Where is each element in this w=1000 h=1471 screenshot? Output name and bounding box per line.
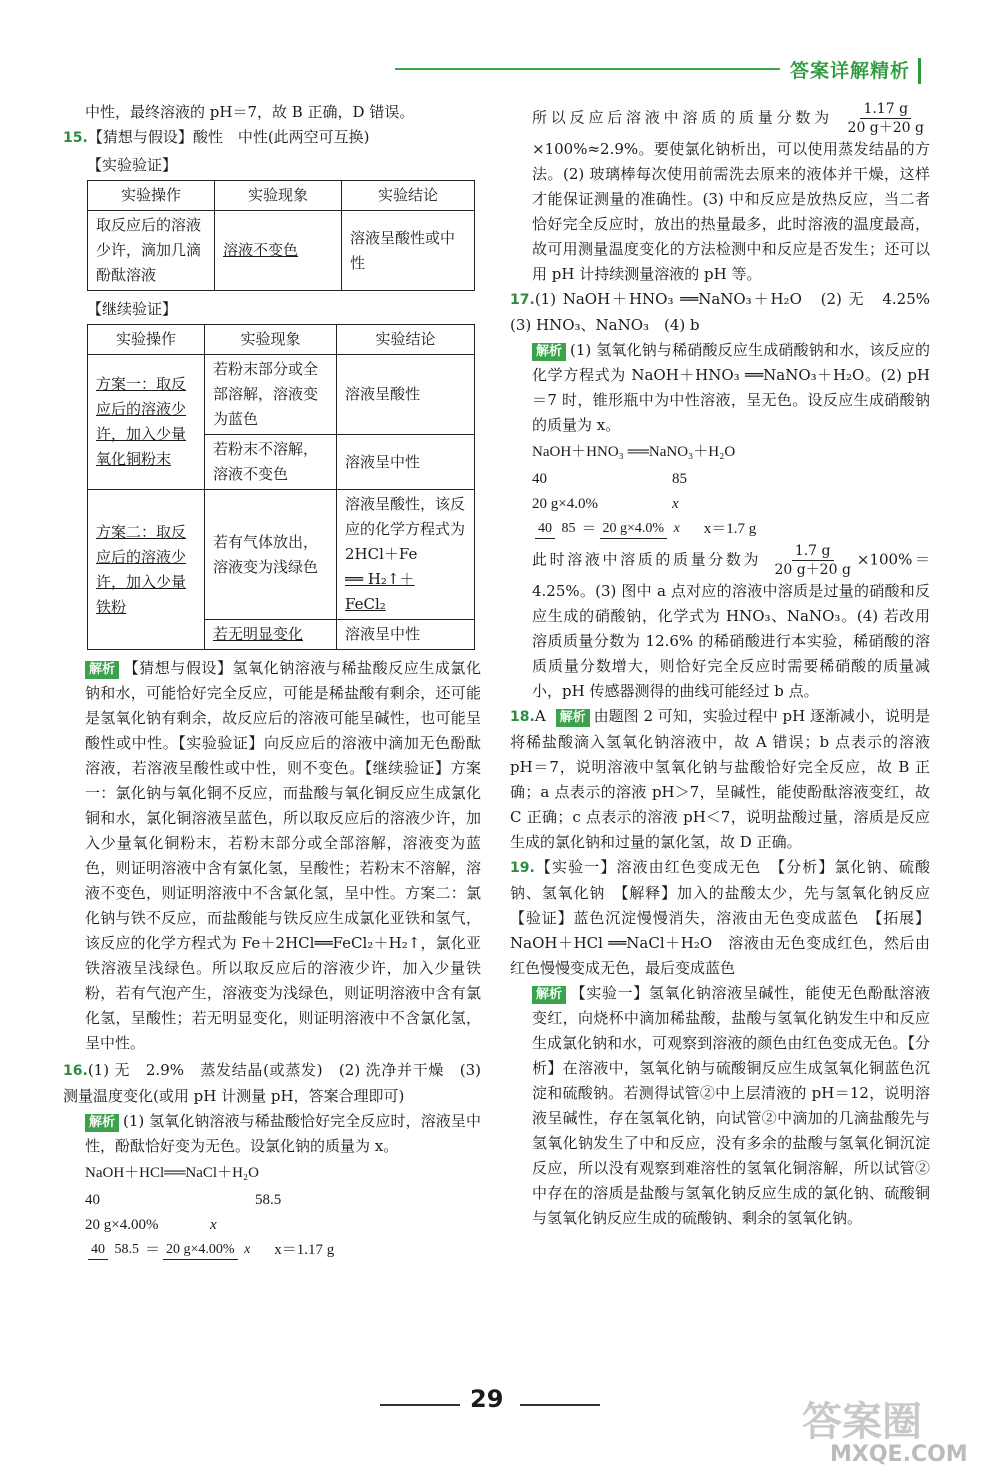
q15-continue-title: 【继续验证】 xyxy=(87,300,178,318)
continuation-text: 所以反应后溶液中溶质的质量分数为 xyxy=(532,108,833,127)
calc-result: x＝1.17 g xyxy=(274,1242,335,1258)
q15-table-continue xyxy=(87,324,475,650)
fraction-numerator: 40 xyxy=(88,1241,108,1260)
fraction-denominator: x xyxy=(244,1242,251,1257)
fraction-denominator: 85 xyxy=(561,521,576,536)
fraction-numerator: 40 xyxy=(535,520,555,539)
page-number: 29 xyxy=(470,1385,504,1413)
q17-answer xyxy=(510,287,946,338)
calc-result: x＝1.7 g xyxy=(703,521,757,537)
fraction-denominator: x xyxy=(673,521,680,536)
table-cell xyxy=(88,490,205,650)
calc-value: 20 g×4.00% xyxy=(85,1217,159,1233)
q16-analysis xyxy=(63,1109,481,1159)
plan-two-text: 方案二：取反应后的溶液少许，加入少量铁粉 xyxy=(96,522,187,616)
fraction xyxy=(535,520,579,539)
q17-after xyxy=(510,542,930,704)
q15-verify-title: 【实验验证】 xyxy=(87,156,178,174)
equation-part: FeCl₂ xyxy=(345,595,386,613)
table-header: 实验现象 xyxy=(215,181,342,211)
table-header: 实验操作 xyxy=(88,325,205,355)
table-cell: 溶液呈中性 xyxy=(337,620,475,650)
q15-table-verify xyxy=(87,180,475,291)
fraction xyxy=(845,100,927,137)
table-cell: 若粉末部分或全部溶解，溶液变为蓝色 xyxy=(205,355,337,435)
left-column xyxy=(63,100,481,1263)
fraction-numerator: 1.7 g xyxy=(792,542,834,561)
analysis-tag: 解析 xyxy=(85,1114,119,1132)
q18-number: 18. xyxy=(510,709,535,725)
analysis-tag: 解析 xyxy=(532,343,566,361)
analysis-text: 【猜想与假设】氢氧化钠溶液与稀盐酸反应生成氯化钠和水，可能恰好完全反应，可能是稀盐酸有剩余，还可能是氢氧化钠有剩余，故反应后的溶液可能呈碱性，也可能呈酸性或中性。【实验验证】向反应后的溶液中滴加无色酚酞溶液，若溶液呈酸性或中性，则不变色。【继续验证】方案一：氯化钠与氧化铜不反应，而盐酸与氧化铜反应生成氯化铜和水，氯化铜溶液呈蓝色，所以取反应后的溶液少许，加入少量氧化铜粉末，若粉末部分或全部溶解，溶液变为蓝色，则证明溶液中含有氯化氢，呈酸性；若粉末不溶解，溶液不变色，则证明溶液中不含氯化氢，呈中性。方案二：氯化钠与铁不反应，而盐酸能与铁反应生成氯化亚铁和氢气，该反应的化学方程式为 Fe＋2HCl══FeCl₂＋H₂↑，氯化亚铁溶液呈浅绿色。所以取反应后的溶液少许，加入少量铁粉，若有气泡产生，溶液变为浅绿色，则证明溶液中含有氯化氢，呈酸性；若无明显变化，则证明溶液中不含氯化氢，呈中性。 xyxy=(85,659,481,1052)
q17-number: 17. xyxy=(510,292,535,308)
calc-value: 40 xyxy=(85,1192,100,1208)
calc-value: 85 xyxy=(672,471,687,487)
q16-given-row xyxy=(85,1213,481,1238)
q15-analysis xyxy=(63,656,481,1056)
table-cell xyxy=(215,211,342,291)
calc-value: x xyxy=(672,496,679,512)
table-cell: 取反应后的溶液少许，滴加几滴酚酞溶液 xyxy=(88,211,215,291)
calc-value: 20 g×4.0% xyxy=(532,496,598,512)
analysis-tag: 解析 xyxy=(556,709,590,727)
fraction-numerator: 1.17 g xyxy=(860,100,911,119)
fraction xyxy=(600,520,683,539)
q15-guess-text: 【猜想与假设】酸性 中性(此两空可互换) xyxy=(87,128,370,146)
analysis-tag: 解析 xyxy=(85,661,119,679)
fraction xyxy=(88,1241,142,1260)
analysis-text: 由题图 2 可知，实验过程中 pH 逐渐减小，说明是将稀盐酸滴入氢氧化钠溶液中，故 A 错误；b 点表示的溶液 pH＝7，说明溶液中氢氧化钠与盐酸恰好完全反应，故 B 正确；a 点表示的溶液 pH＞7，呈碱性，能使酚酞溶液变红，故 C 正确；c 点表示的溶液 pH＜7，说明盐酸过量，溶质是反应生成的氯化钠和过量的氯化氢，故 D 正确。 xyxy=(510,707,930,851)
table-cell: 若有气体放出，溶液变为浅绿色 xyxy=(205,490,337,620)
calc-value: x xyxy=(210,1217,217,1233)
equation-part: ══ H₂↑＋ xyxy=(345,570,415,588)
table-cell: 溶液呈中性 xyxy=(337,435,475,490)
plan-one-text: 方案一：取反应后的溶液少许，加入少量氧化铜粉末 xyxy=(96,375,187,468)
q16-answer xyxy=(63,1058,481,1109)
q16-equation: NaOH＋HCl══NaCl＋H₂O xyxy=(85,1165,259,1181)
watermark-text: 答案圈 xyxy=(802,1399,922,1445)
fraction-denominator: 20 g＋20 g xyxy=(847,120,924,136)
continuation-text: ×100%≈2.9%。要使氯化钠析出，可以使用蒸发结晶的方法。(2) 玻璃棒每次使用前需洗去原来的液体并干燥，这样才能保证测量的准确性。(3) 中和反应是放热反应，当二者恰好完全反应时，放出的热量最多，此时溶液的温度最高，故可用测量温度变化的方法检测中和反应是否发生；还可以用 pH 计持续测量溶液的 pH 等。 xyxy=(532,140,930,283)
table-cell xyxy=(205,620,337,650)
q15-guess xyxy=(63,125,481,151)
q19-analysis xyxy=(510,981,930,1231)
q18-answer xyxy=(510,704,930,855)
table-cell xyxy=(337,490,475,620)
table-header: 实验结论 xyxy=(342,181,475,211)
table-cell xyxy=(88,355,205,490)
table-header: 实验操作 xyxy=(88,181,215,211)
q19-number: 19. xyxy=(510,860,535,876)
q19-answer xyxy=(510,855,946,981)
footer-rule-left xyxy=(380,1404,460,1406)
analysis-text: (1) 氢氧化钠与稀硝酸反应生成硝酸钠和水，该反应的化学方程式为 NaOH＋HNO₃ ══NaNO₃＋H₂O。(2) pH＝7 时，锥形瓶中为中性溶液，呈无色。设反应生成硝酸钠的质量为 x。 xyxy=(532,341,930,434)
fraction xyxy=(163,1241,253,1260)
calc-value: 40 xyxy=(532,471,547,487)
after-text: 此时溶液中溶质的质量分数为 xyxy=(532,550,762,569)
analysis-text: (1) 氢氧化钠溶液与稀盐酸恰好完全反应时，溶液呈中性，酚酞恰好变为无色。设氯化钠的质量为 x。 xyxy=(85,1112,481,1155)
q17-answer-text: (1) NaOH＋HNO₃ ══NaNO₃＋H₂O (2) 无 4.25% (3) HNO₃、NaNO₃ (4) b xyxy=(510,290,946,334)
table-cell-text: 若无明显变化 xyxy=(213,625,304,643)
q15-number: 15. xyxy=(63,130,88,146)
header-title: 答案详解精析 xyxy=(790,60,911,82)
intro-text: 中性，最终溶液的 pH＝7，故 B 正确，D 错误。 xyxy=(85,103,415,121)
fraction-numerator: 20 g×4.0% xyxy=(600,520,668,539)
fraction xyxy=(771,542,853,579)
footer-rule-right xyxy=(520,1404,600,1406)
q19-answer-text: 【实验一】溶液由红色变成无色 【分析】氯化钠、硫酸钠、氢氧化钠 【解释】加入的盐酸太少，先与氢氧化钠反应 【验证】蓝色沉淀慢慢消失，溶液由无色变成蓝色 【拓展】NaOH＋HCl ══NaCl＋H₂O 溶液由无色变成红色，然后由红色慢慢变成无色，最后变成蓝色 xyxy=(510,858,946,977)
q16-number: 16. xyxy=(63,1063,88,1079)
analysis-text: 【实验一】氢氧化钠溶液呈碱性，能使无色酚酞溶液变红，向烧杯中滴加稀盐酸，盐酸与氢氧化钠发生中和反应生成氯化钠和水，可观察到溶液的颜色由红色变成无色。【分析】在溶液中，氢氧化钠与硫酸铜反应生成氢氧化铜蓝色沉淀和硫酸钠。若测得试管②中上层清液的 pH＝12，说明溶液呈碱性，存在氢氧化钠，向试管②中滴加的几滴盐酸先与氢氧化钠发生了中和反应，没有多余的盐酸与氢氧化铜沉淀反应，所以没有观察到难溶性的氢氧化铜溶解，所以试管②中存在的溶质是盐酸与氢氧化钠反应生成的氯化钠、硫酸铜与氢氧化钠反应生成的硫酸钠、剩余的氢氧化钠。 xyxy=(532,984,930,1227)
table-cell: 溶液呈酸性或中性 xyxy=(342,211,475,291)
q17-analysis xyxy=(510,338,930,438)
after-text: ×100%＝4.25%。(3) 图中 a 点对应的溶液中溶质是过量的硝酸和反应生成的硝酸钠，化学式为 HNO₃、NaNO₃。(4) 若改用溶质质量分数为 12.6% 的稀硝酸进行本实验，稀硝酸的溶质质量分数增大，则恰好完全反应时需要稀硝酸的质量减小，pH 传感器测得的曲线可能经过 b 点。 xyxy=(532,550,930,700)
table-cell-text: 溶液不变色 xyxy=(223,241,299,259)
right-column xyxy=(510,100,946,1231)
watermark-url: MXQE.COM xyxy=(830,1442,968,1467)
header-rule xyxy=(395,68,780,70)
q17-proportion-row: 40 85 ＝ 20 g×4.0% x x＝1.7 g xyxy=(532,517,930,542)
fraction-denominator: 58.5 xyxy=(114,1242,139,1257)
table-cell: 若粉末不溶解，溶液不变色 xyxy=(205,435,337,490)
q17-mass-row xyxy=(532,467,930,492)
fraction-numerator: 20 g×4.00% xyxy=(163,1241,238,1260)
table-cell: 溶液呈酸性 xyxy=(337,355,475,435)
q16-continuation xyxy=(510,100,930,287)
calc-value: 58.5 xyxy=(255,1192,282,1208)
fraction-denominator: 20 g＋20 g xyxy=(774,562,851,578)
q17-equation: NaOH＋HNO₃ ══NaNO₃＋H₂O xyxy=(532,444,736,460)
q16-answer-text: (1) 无 2.9% 蒸发结晶(或蒸发) (2) 洗净并干燥 (3) 测量温度变化(或用 pH 计测量 pH，答案合理即可) xyxy=(63,1061,481,1105)
header-bar xyxy=(918,58,921,84)
q16-mass-row xyxy=(85,1188,481,1213)
watermark-logo xyxy=(800,1390,970,1465)
table-header: 实验现象 xyxy=(205,325,337,355)
analysis-tag: 解析 xyxy=(532,986,566,1004)
q17-given-row xyxy=(532,492,930,517)
equation-part: 溶液呈酸性，该反应的化学方程式为 2HCl＋Fe xyxy=(345,495,466,563)
table-header: 实验结论 xyxy=(337,325,475,355)
q16-proportion-row: 40 58.5 ＝ 20 g×4.00% x x＝1.17 g xyxy=(85,1238,481,1263)
q18-answer-text: A xyxy=(534,707,546,725)
